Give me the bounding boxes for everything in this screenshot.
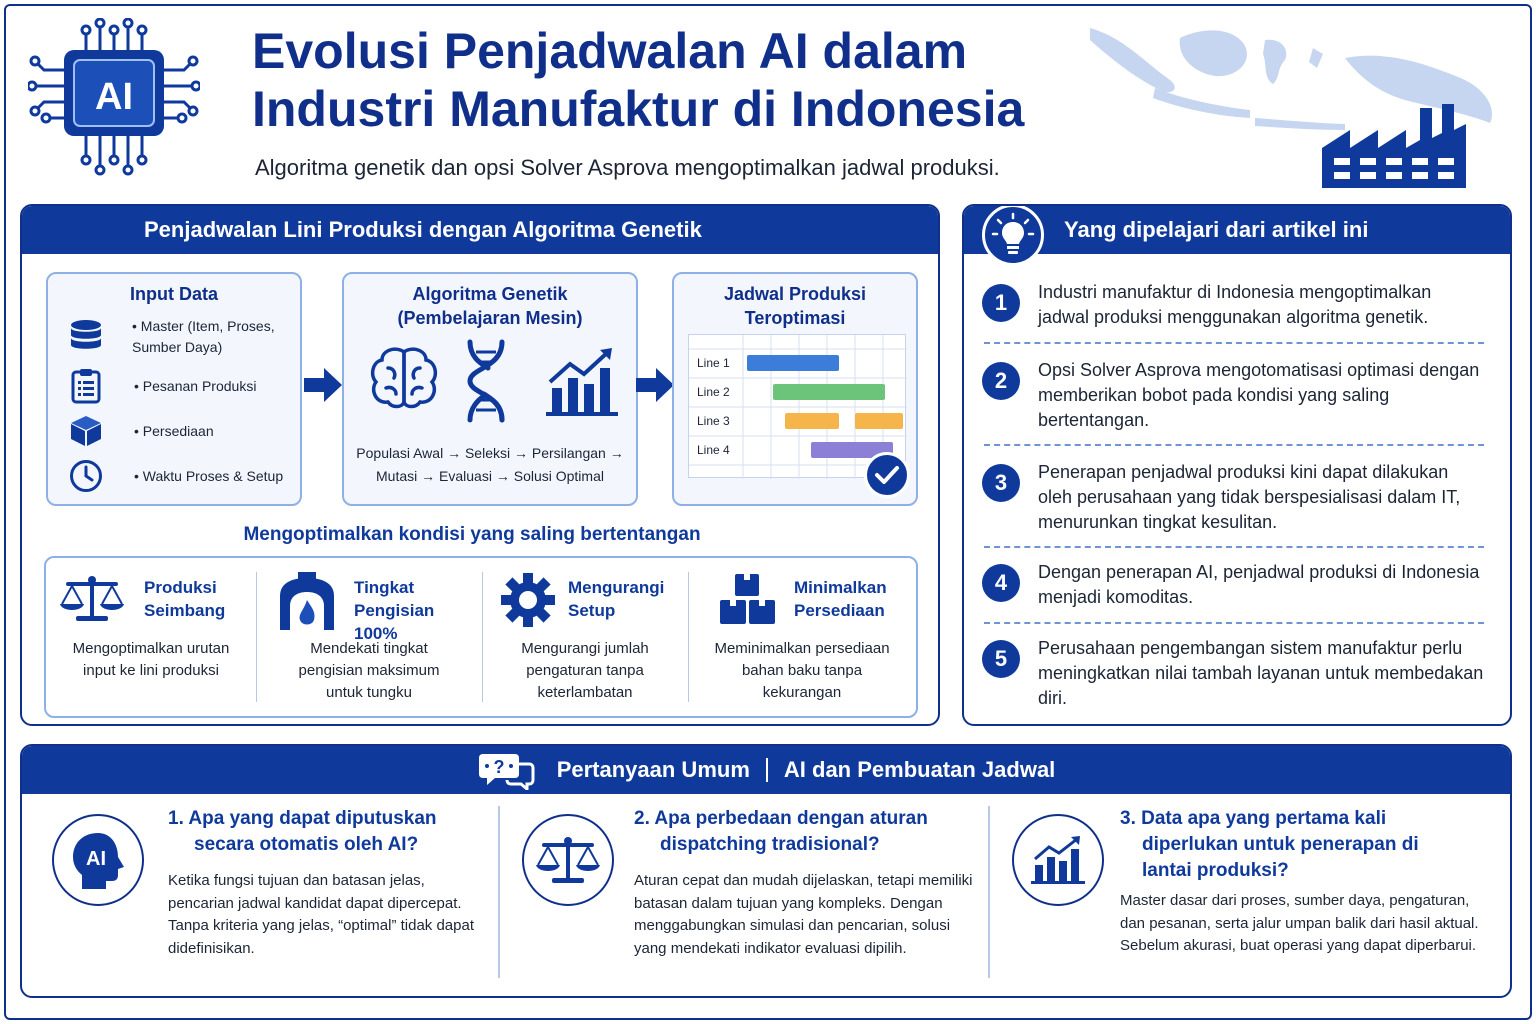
faq-question-line: diperlukan untuk penerapan di: [1142, 834, 1419, 855]
ga-panel: [20, 204, 940, 726]
ga-panel-header: [22, 206, 938, 254]
conditions-title: Mengoptimalkan kondisi yang saling bertentangan: [243, 524, 701, 545]
title-line-2: Industri Manufaktur di Indonesia: [252, 81, 1025, 137]
condition-fill-rate: [256, 558, 482, 714]
condition-desc-line: untuk tungku: [326, 684, 412, 701]
condition-desc-line: keterlambatan: [537, 684, 633, 701]
learn-item: [982, 636, 1486, 711]
faq-item: [22, 796, 498, 998]
boxes-icon: [718, 572, 778, 631]
ai-logo-text: AI: [95, 76, 133, 118]
condition-desc: [256, 638, 482, 704]
brain-icon: [368, 346, 440, 415]
gantt-line-label: Line 2: [697, 385, 730, 399]
chat-question-icon: [477, 750, 537, 790]
condition-title-line: Setup: [568, 601, 616, 620]
ga-title-line: (Pembelajaran Mesin): [397, 308, 583, 328]
input-item-line: Sumber Daya): [132, 339, 223, 355]
condition-desc-line: Mendekati tingkat: [310, 640, 428, 657]
input-item-label: • Persediaan: [134, 421, 214, 442]
svg-text:?: ?: [493, 757, 505, 777]
faq-title-left: Pertanyaan Umum: [556, 757, 750, 782]
gear-icon: [500, 572, 556, 633]
condition-desc: [46, 638, 256, 682]
ga-title-line: Algoritma Genetik: [412, 284, 568, 304]
ai-head-text: AI: [86, 848, 106, 870]
condition-title-line: Seimbang: [144, 601, 226, 620]
learn-panel: [962, 204, 1512, 726]
faq-panel: [20, 744, 1512, 998]
database-icon: [68, 319, 104, 355]
dashed-divider: [984, 342, 1484, 344]
faq-title-right: AI dan Pembuatan Jadwal: [783, 757, 1056, 782]
learn-text: Penerapan penjadwal produksi kini dapat dilakukan oleh perusahaan yang tidak berspesialisasi dalam IT, menurunkan tingkat kesulitan.: [1038, 462, 1461, 532]
learn-item: [982, 460, 1486, 535]
balance-scale-icon: [522, 814, 614, 906]
gantt-line-label: Line 3: [697, 414, 730, 428]
faq-answer: Master dasar dari proses, sumber daya, pengaturan, dan pesanan, serta jalur umpan balik dari hasil aktual. Sebelum akurasi, buat operasi yang dapat diperbarui.: [1120, 892, 1479, 954]
condition-title-line: Tingkat: [354, 578, 415, 597]
condition-title: [354, 576, 482, 645]
input-item-inventory: [68, 413, 214, 449]
condition-title-line: Pengisian 100%: [354, 601, 435, 643]
gantt-line-label: Line 4: [697, 443, 730, 457]
condition-desc-line: Mengurangi jumlah: [521, 640, 649, 657]
input-item-label: • Pesanan Produksi: [134, 376, 256, 397]
ga-flow-line: Mutasi → Evaluasi → Solusi Optimal: [376, 468, 604, 484]
learn-panel-title: Yang dipelajari dari artikel ini: [1064, 217, 1369, 242]
number-badge: 1: [982, 284, 1020, 322]
input-data-title: Input Data: [130, 284, 218, 304]
faq-answer: Ketika fungsi tujuan dan batasan jelas, pencarian jadwal kandidat dapat dipercepat. Tanpa kriteria yang jelas, “optimal” tidak dapat didefinisikan.: [168, 872, 474, 957]
condition-desc: [688, 638, 916, 704]
clipboard-icon: [68, 368, 104, 404]
learn-text: Opsi Solver Asprova mengotomatisasi optimasi dengan memberikan bobot pada kondisi yang saling bertentangan.: [1038, 360, 1480, 430]
input-item-master: [68, 316, 275, 358]
faq-question-line: 2. Apa perbedaan dengan aturan: [634, 808, 928, 829]
faq-answer: Aturan cepat dan mudah dijelaskan, tetapi memiliki batasan dalam tujuan yang kompleks. Dengan menggabungkan simulasi dan pencarian, solusi yang mendekati indikator evaluasi dipilih.: [634, 872, 973, 957]
learn-panel-header: [964, 206, 1510, 254]
box-icon: [68, 413, 104, 449]
condition-desc-line: Mengoptimalkan urutan: [72, 640, 230, 657]
condition-title: [144, 576, 225, 622]
conditions-box: [44, 556, 918, 718]
ga-flow-text: [344, 442, 636, 488]
growth-chart-icon: [544, 346, 620, 421]
learn-text: Perusahaan pengembangan sistem manufaktur perlu meningkatkan nilai tambah layanan untuk membedakan diri.: [1038, 638, 1484, 708]
condition-desc: [482, 638, 688, 704]
dashed-divider: [984, 622, 1484, 624]
condition-desc-line: bahan baku tanpa: [741, 662, 863, 679]
ai-head-icon: [52, 814, 144, 906]
number-badge: 2: [982, 362, 1020, 400]
clock-icon: [68, 458, 104, 494]
input-item-label: • Waktu Proses & Setup: [134, 466, 283, 487]
input-item-orders: [68, 368, 256, 404]
condition-title: [794, 576, 887, 622]
condition-reduce-setup: [482, 558, 688, 714]
faq-question-line: 1. Apa yang dapat diputuskan: [168, 808, 437, 829]
arrow-right-icon: [636, 368, 674, 402]
dashed-divider: [984, 444, 1484, 446]
input-item-process-time: [68, 458, 283, 494]
faq-item: [990, 796, 1510, 998]
condition-desc-line: pengaturan tanpa: [526, 662, 644, 679]
condition-desc-line: pengisian maksimum: [298, 662, 440, 679]
lightbulb-icon: [982, 204, 1044, 266]
input-data-card: [46, 272, 302, 506]
number-badge: 4: [982, 564, 1020, 602]
schedule-title-line: Teroptimasi: [744, 308, 846, 328]
condition-title-line: Produksi: [144, 578, 217, 597]
schedule-title: [674, 282, 916, 330]
condition-minimize-inventory: [688, 558, 916, 714]
input-item-line: Master (Item, Proses,: [140, 318, 275, 334]
furnace-icon: [276, 570, 338, 637]
learn-text: Industri manufaktur di Indonesia mengoptimalkan jadwal produksi menggunakan algoritma genetik.: [1038, 282, 1432, 327]
schedule-title-line: Jadwal Produksi: [723, 284, 867, 304]
learn-item: [982, 560, 1486, 610]
header-divider: [766, 758, 768, 782]
condition-title-line: Persediaan: [794, 601, 885, 620]
number-badge: 5: [982, 640, 1020, 678]
faq-question-line: secara otomatis oleh AI?: [194, 834, 419, 855]
balance-scale-icon: [60, 574, 124, 627]
title-line-1: Evolusi Penjadwalan AI dalam: [252, 23, 968, 79]
arrow-right-icon: [304, 368, 342, 402]
gantt-bar: [747, 355, 839, 371]
gantt-line-label: Line 1: [697, 356, 730, 370]
condition-title: [568, 576, 664, 622]
condition-balanced-production: [46, 558, 256, 714]
faq-question: [1120, 806, 1419, 884]
optimized-schedule-card: [672, 272, 918, 506]
number-badge: 3: [982, 464, 1020, 502]
page-subtitle: Algoritma genetik dan opsi Solver Asprova mengoptimalkan jadwal produksi.: [255, 155, 1000, 180]
gantt-bar: [773, 384, 885, 400]
page-title: [252, 22, 1132, 138]
faq-question-line: 3. Data apa yang pertama kali: [1120, 808, 1387, 829]
condition-desc-line: kekurangan: [762, 684, 842, 701]
gantt-bar: [855, 413, 903, 429]
bar-chart-icon: [1012, 814, 1104, 906]
condition-desc-line: Meminimalkan persediaan: [714, 640, 890, 657]
condition-desc-line: input ke lini produksi: [83, 662, 219, 679]
learn-item: [982, 280, 1486, 330]
faq-question-line: lantai produksi?: [1142, 860, 1289, 881]
checkmark-icon: [864, 452, 910, 498]
ga-panel-title: Penjadwalan Lini Produksi dengan Algoritma Genetik: [144, 217, 702, 242]
faq-question: [634, 806, 928, 858]
dashed-divider: [984, 546, 1484, 548]
gantt-bar: [785, 413, 839, 429]
condition-title-line: Mengurangi: [568, 578, 665, 597]
learn-item: [982, 358, 1486, 433]
ai-chip-logo: [28, 18, 200, 180]
faq-item: [500, 796, 988, 998]
dna-icon: [458, 338, 514, 429]
faq-question: [168, 806, 437, 858]
genetic-algorithm-title: [344, 282, 636, 330]
faq-panel-header: [22, 746, 1510, 794]
factory-icon: [1320, 100, 1480, 190]
faq-question-line: dispatching tradisional?: [660, 834, 880, 855]
input-item-label: [132, 316, 275, 358]
genetic-algorithm-card: [342, 272, 638, 506]
ga-flow-line: Populasi Awal → Seleksi → Persilangan →: [356, 445, 624, 461]
learn-text: Dengan penerapan AI, penjadwal produksi di Indonesia menjadi komoditas.: [1038, 562, 1480, 607]
condition-title-line: Minimalkan: [794, 578, 887, 597]
